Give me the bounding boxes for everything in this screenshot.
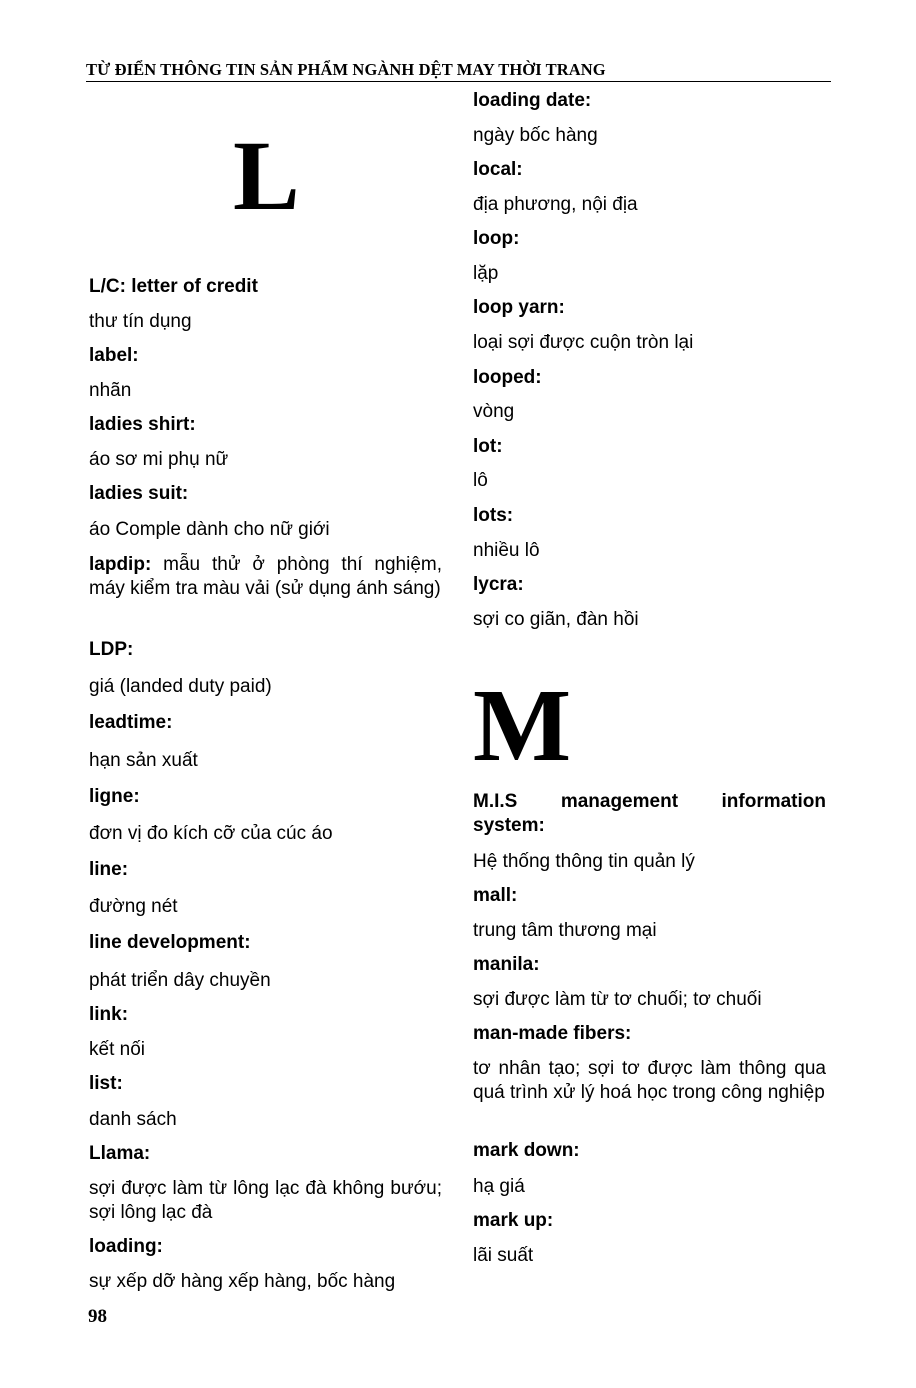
entry-term: lots: — [473, 505, 514, 526]
entry-definition: áo sơ mi phụ nữ — [89, 449, 229, 470]
entry-term: lapdip: — [89, 554, 152, 575]
section-letter-l: L — [233, 120, 300, 231]
entry-definition: hạn sản xuất — [89, 750, 198, 771]
entry-definition: địa phương, nội địa — [473, 194, 638, 215]
entry-term: LDP: — [89, 639, 134, 660]
entry-definition: Hệ thống thông tin quản lý — [473, 851, 695, 872]
entry-definition: mẫu thử ở phòng thí nghiệm, máy kiểm tra màu vải (sử dụng ánh sáng) — [89, 554, 443, 599]
page-number: 98 — [88, 1306, 107, 1327]
entry-definition: lãi suất — [473, 1245, 534, 1266]
entry-definition: lặp — [473, 263, 499, 284]
entry-term: mark up: — [473, 1210, 554, 1231]
entry-term: loading: — [89, 1236, 163, 1257]
entry-term: lycra: — [473, 574, 524, 595]
entry-term: loop: — [473, 228, 520, 249]
entry-definition: nhiều lô — [473, 540, 540, 561]
entry-term: line: — [89, 859, 129, 880]
entry-lapdip — [89, 553, 442, 601]
entry-definition: kết nối — [89, 1039, 145, 1060]
entry-term: line development: — [89, 932, 251, 953]
entry-term: list: — [89, 1073, 123, 1094]
entry-definition: sợi được làm từ tơ chuối; tơ chuối — [473, 989, 762, 1010]
entry-term: loading date: — [473, 90, 592, 111]
entry-term: looped: — [473, 367, 542, 388]
entry-term: ladies suit: — [89, 483, 189, 504]
entry-definition: lô — [473, 470, 488, 491]
entry-term: mark down: — [473, 1140, 580, 1161]
entry-term: lot: — [473, 436, 503, 457]
running-header: TỪ ĐIỂN THÔNG TIN SẢN PHẨM NGÀNH DỆT MAY THỜI TRANG — [86, 60, 606, 79]
entry-term: link: — [89, 1004, 129, 1025]
entry-definition: sự xếp dỡ hàng xếp hàng, bốc hàng — [89, 1271, 396, 1292]
entry-term: label: — [89, 345, 139, 366]
entry-definition: áo Comple dành cho nữ giới — [89, 519, 330, 540]
entry-term: manila: — [473, 954, 540, 975]
entry-term: ladies shirt: — [89, 414, 196, 435]
entry-definition: vòng — [473, 401, 515, 422]
entry-definition: danh sách — [89, 1109, 177, 1130]
section-letter-m: M — [473, 668, 572, 783]
entry-term: man-made fibers: — [473, 1023, 632, 1044]
entry-definition: sợi co giãn, đàn hồi — [473, 609, 639, 630]
entry-definition: sợi được làm từ lông lạc đà không bướu; sợi lông lạc đà — [89, 1178, 442, 1223]
entry-definition: tơ nhân tạo; sợi tơ được làm thông qua quá trình xử lý hoá học trong công nghiệp — [473, 1058, 826, 1103]
entry-definition: giá (landed duty paid) — [89, 676, 272, 697]
entry-term: mall: — [473, 885, 518, 906]
entry-definition: ngày bốc hàng — [473, 125, 598, 146]
entry-term: M.I.S management information system: — [473, 791, 826, 836]
entry-definition: đơn vị đo kích cỡ của cúc áo — [89, 823, 333, 844]
entry-definition: đường nét — [89, 896, 178, 917]
entry-definition: thư tín dụng — [89, 311, 192, 332]
entry-term: ligne: — [89, 786, 140, 807]
entry-definition: hạ giá — [473, 1176, 525, 1197]
entry-definition: trung tâm thương mại — [473, 920, 657, 941]
entry-definition: nhãn — [89, 380, 132, 401]
entry-term: leadtime: — [89, 712, 173, 733]
entry-definition: phát triển dây chuyền — [89, 970, 271, 991]
entry-definition: loại sợi được cuộn tròn lại — [473, 332, 694, 353]
header-rule — [86, 81, 831, 82]
entry-term: L/C: letter of credit — [89, 276, 258, 297]
entry-term: loop yarn: — [473, 297, 565, 318]
entry-term: local: — [473, 159, 523, 180]
entry-term: Llama: — [89, 1143, 151, 1164]
